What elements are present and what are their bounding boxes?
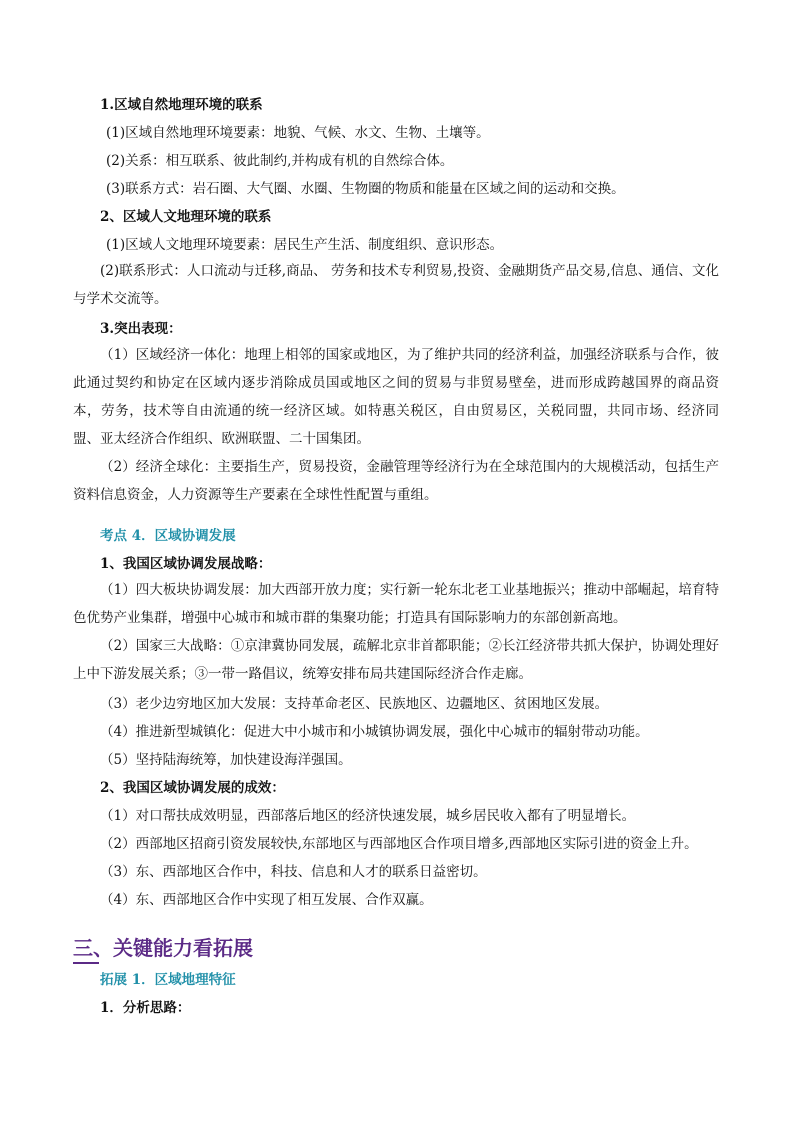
part-3-title-underline: [73, 962, 99, 964]
achievement-item-2: （2）西部地区招商引资发展较快,东部地区与西部地区合作项目增多,西部地区实际引进的资金上升。: [100, 836, 698, 852]
strategy-item-1: （1）四大板块协调发展：加大西部开放力度；实行新一轮东北老工业基地振兴；推动中部崛起，培育特色优势产业集群，增强中心城市和城市群的集聚功能；打造具有国际影响力的东部创新高地。: [73, 582, 719, 626]
section-1-title: 1.区域自然地理环境的联系: [100, 97, 263, 113]
keypoint-4-title: 考点 4．区域协调发展: [100, 528, 236, 544]
strategy-item-5: （5）坚持陆海统筹，加快建设海洋强国。: [100, 752, 352, 768]
section-3-point-1: （1）区域经济一体化：地理上相邻的国家或地区，为了维护共同的经济利益，加强经济联系与合作，彼此通过契约和协定在区域内逐步消除成员国或地区之间的贸易与非贸易壁垒，进而形成跨越国界的商品资本，劳务，技术等自由流通的统一经济区域。如特惠关税区，自由贸易区，关税同盟，共同市场、经济同盟、亚太经济合作组织、欧洲联盟、二十国集团。: [73, 347, 719, 447]
section-1-point-3: (3)联系方式：岩石圈、大气圈、水圈、生物圈的物质和能量在区域之间的运动和交换。: [106, 181, 625, 197]
section-2-point-1: (1)区域人文地理环境要素：居民生产生活、制度组织、意识形态。: [106, 237, 504, 253]
analysis-approach-heading: 1．分析思路：: [100, 1000, 191, 1016]
section-2-point-2: (2)联系形式：人口流动与迁移,商品、 劳务和技术专利贸易,投资、金融期货产品交易,信息、通信、文化与学术交流等。: [73, 263, 719, 307]
achievements-heading: 2、我国区域协调发展的成效：: [100, 780, 285, 796]
strategy-heading: 1、我国区域协调发展战略：: [100, 556, 272, 572]
extension-1-title: 拓展 1．区域地理特征: [100, 972, 236, 988]
strategy-item-2: （2）国家三大战略：①京津冀协同发展，疏解北京非首都职能；②长江经济带共抓大保护，协调处理好上中下游发展关系；③一带一路倡议，统筹安排布局共建国际经济合作走廊。: [73, 638, 719, 682]
part-3-title: 三、关键能力看拓展: [73, 936, 253, 960]
section-1-point-1: (1)区域自然地理环境要素：地貌、气候、水文、生物、土壤等。: [106, 125, 490, 141]
section-3-title: 3.突出表现：: [100, 321, 182, 337]
achievement-item-3: （3）东、西部地区合作中，科技、信息和人才的联系日益密切。: [100, 864, 487, 880]
strategy-item-3: （3）老少边穷地区加大发展：支持革命老区、民族地区、边疆地区、贫困地区发展。: [100, 696, 609, 712]
strategy-item-4: （4）推进新型城镇化：促进大中小城市和小城镇协调发展，强化中心城市的辐射带动功能。: [100, 724, 649, 740]
section-2-title: 2、区域人文地理环境的联系: [100, 209, 272, 225]
section-3-point-2: （2）经济全球化：主要指生产，贸易投资，金融管理等经济行为在全球范围内的大规模活动，包括生产资料信息资金，人力资源等生产要素在全球性性配置与重组。: [73, 459, 719, 503]
section-1-point-2: (2)关系：相互联系、彼此制约,并构成有机的自然综合体。: [106, 153, 454, 169]
achievement-item-1: （1）对口帮扶成效明显，西部落后地区的经济快速发展，城乡居民收入都有了明显增长。: [100, 808, 636, 824]
achievement-item-4: （4）东、西部地区合作中实现了相互发展、合作双赢。: [100, 892, 433, 908]
